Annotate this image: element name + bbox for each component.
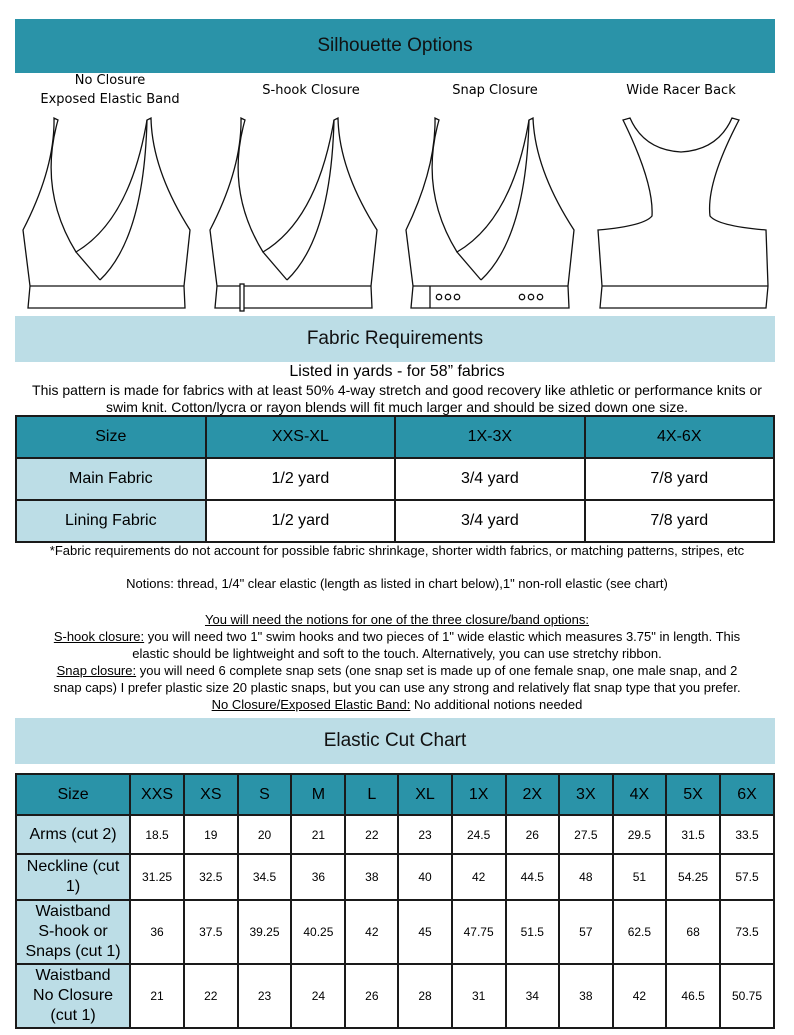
table-row <box>16 900 774 964</box>
closure-notions: You will need the notions for one of the three closure/band options: S-hook closure: you will need two 1" swim hooks and two pieces of 1" wide elastic which measures 3.75" in length. This elastic should be lightweight and soft to the touch. Alternatively, you can use stretchy ribbon. Snap closure: you will need 6 complete snap sets (one snap set is made up of one female snap, one male snap, and 2 snap caps) I prefer plastic size 20 plastic snaps, but you can use any strong and relatively flat snap type that you prefer. No Closure/Exposed Elastic Band: No additional notions needed <box>15 611 779 713</box>
table-row <box>16 964 774 1028</box>
table-cell: 26 <box>506 815 560 854</box>
notions-line: Notions: thread, 1/4" clear elastic (length as listed in chart below),1" non-roll elastic (see chart) <box>126 576 668 591</box>
elastic-title: Elastic Cut Chart <box>323 730 467 751</box>
table-header-cell: 2X <box>506 774 560 815</box>
table-cell: 38 <box>345 854 398 900</box>
table-cell: 24 <box>291 964 345 1028</box>
table-header-row <box>16 774 774 815</box>
table-row-label: Neckline (cut 1) <box>16 854 130 900</box>
table-header-cell: 6X <box>720 774 774 815</box>
table-cell: 62.5 <box>613 900 667 964</box>
table-cell: 42 <box>452 854 506 900</box>
racer-back-bra-illustration <box>594 108 774 313</box>
table-cell: 1/2 yard <box>206 458 396 500</box>
table-cell: 51.5 <box>506 900 560 964</box>
table-cell: 7/8 yard <box>585 500 774 542</box>
fabric-footnote: *Fabric requirements do not account for possible fabric shrinkage, shorter width fabrics, or matching patterns, stripes, etc <box>49 543 745 558</box>
table-header-cell: XS <box>184 774 238 815</box>
table-cell: 33.5 <box>720 815 774 854</box>
fabric-subtitle: Listed in yards - for 58” fabrics <box>289 363 505 380</box>
table-cell: 3/4 yard <box>395 458 584 500</box>
silhouette-title: Silhouette Options <box>317 35 473 56</box>
table-cell: 22 <box>345 815 398 854</box>
table-cell: 32.5 <box>184 854 238 900</box>
table-cell: 45 <box>398 900 451 964</box>
table-cell: 73.5 <box>720 900 774 964</box>
table-cell: 19 <box>184 815 238 854</box>
table-header-cell: L <box>345 774 398 815</box>
s-hook-notions: S-hook closure: you will need two 1" swim hooks and two pieces of 1" wide elastic which measures 3.75" in length. This <box>53 629 741 644</box>
elastic-cut-chart-table <box>15 773 775 1029</box>
no-closure-notions: No Closure/Exposed Elastic Band: No additional notions needed <box>211 697 583 712</box>
closure-notions-heading: You will need the notions for one of the three closure/band options: <box>204 612 589 627</box>
table-cell: 36 <box>291 854 345 900</box>
table-row <box>16 854 774 900</box>
table-row-label: Arms (cut 2) <box>16 815 130 854</box>
fabric-title: Fabric Requirements <box>306 328 484 349</box>
silhouette-option-label-no-closure: No Closure Exposed Elastic Band <box>40 73 180 107</box>
table-cell: 39.25 <box>238 900 292 964</box>
table-row <box>16 500 774 542</box>
table-cell: 7/8 yard <box>585 458 774 500</box>
table-cell: 23 <box>398 815 451 854</box>
table-row-label: Main Fabric <box>16 458 206 500</box>
table-cell: 44.5 <box>506 854 560 900</box>
silhouette-option-label-racer-back: Wide Racer Back <box>626 83 736 98</box>
table-header-cell: 3X <box>559 774 613 815</box>
table-cell: 47.75 <box>452 900 506 964</box>
table-cell: 21 <box>291 815 345 854</box>
table-cell: 34.5 <box>238 854 292 900</box>
fabric-requirements-table <box>15 415 775 543</box>
table-cell: 36 <box>130 900 184 964</box>
snap-closure-bra-illustration <box>399 108 579 313</box>
table-header-cell: 1X <box>452 774 506 815</box>
table-cell: 29.5 <box>613 815 667 854</box>
table-cell: 20 <box>238 815 292 854</box>
table-row <box>16 458 774 500</box>
table-header-cell: 4X <box>613 774 667 815</box>
table-cell: 34 <box>506 964 560 1028</box>
table-cell: 1/2 yard <box>206 500 396 542</box>
table-cell: 38 <box>559 964 613 1028</box>
table-cell: 21 <box>130 964 184 1028</box>
table-header-cell: M <box>291 774 345 815</box>
table-row <box>16 815 774 854</box>
table-cell: 54.25 <box>666 854 720 900</box>
fabric-banner <box>15 316 775 362</box>
table-cell: 48 <box>559 854 613 900</box>
table-header-cell: XXS <box>130 774 184 815</box>
table-cell: 40.25 <box>291 900 345 964</box>
table-row-label: Waistband No Closure (cut 1) <box>16 964 130 1028</box>
table-header-cell: S <box>238 774 292 815</box>
table-cell: 18.5 <box>130 815 184 854</box>
table-cell: 26 <box>345 964 398 1028</box>
table-cell: 51 <box>613 854 667 900</box>
table-cell: 31 <box>452 964 506 1028</box>
table-header-cell: 4X-6X <box>585 416 774 458</box>
snap-notions: Snap closure: you will need 6 complete snap sets (one snap set is made up of one female snap, one male snap, and 2 <box>56 663 738 678</box>
table-cell: 3/4 yard <box>395 500 584 542</box>
fabric-intro: This pattern is made for fabrics with at least 50% 4-way stretch and good recovery like athletic or performance knits or swim knit. Cotton/lycra or rayon blends will fit much larger and should be sized down one size. <box>32 382 762 415</box>
no-closure-bra-illustration <box>18 108 193 313</box>
table-cell: 57 <box>559 900 613 964</box>
s-hook-bra-illustration <box>205 108 380 313</box>
table-cell: 57.5 <box>720 854 774 900</box>
elastic-banner <box>15 718 775 764</box>
table-header-cell: 1X-3X <box>395 416 584 458</box>
table-cell: 42 <box>613 964 667 1028</box>
table-cell: 23 <box>238 964 292 1028</box>
table-cell: 68 <box>666 900 720 964</box>
table-cell: 37.5 <box>184 900 238 964</box>
table-header-row <box>16 416 774 458</box>
table-header-cell: Size <box>16 416 206 458</box>
table-header-cell: XXS-XL <box>206 416 396 458</box>
table-cell: 31.25 <box>130 854 184 900</box>
table-cell: 28 <box>398 964 451 1028</box>
table-header-cell: 5X <box>666 774 720 815</box>
table-cell: 27.5 <box>559 815 613 854</box>
table-cell: 42 <box>345 900 398 964</box>
table-header-cell: Size <box>16 774 130 815</box>
silhouette-option-label-snap: Snap Closure <box>452 83 538 98</box>
table-header-cell: XL <box>398 774 451 815</box>
table-row-label: Waistband S-hook or Snaps (cut 1) <box>16 900 130 964</box>
table-cell: 24.5 <box>452 815 506 854</box>
table-cell: 46.5 <box>666 964 720 1028</box>
silhouette-option-label-s-hook: S-hook Closure <box>262 83 360 98</box>
table-cell: 22 <box>184 964 238 1028</box>
silhouette-banner <box>15 19 775 73</box>
table-row-label: Lining Fabric <box>16 500 206 542</box>
table-cell: 40 <box>398 854 451 900</box>
table-cell: 31.5 <box>666 815 720 854</box>
table-cell: 50.75 <box>720 964 774 1028</box>
